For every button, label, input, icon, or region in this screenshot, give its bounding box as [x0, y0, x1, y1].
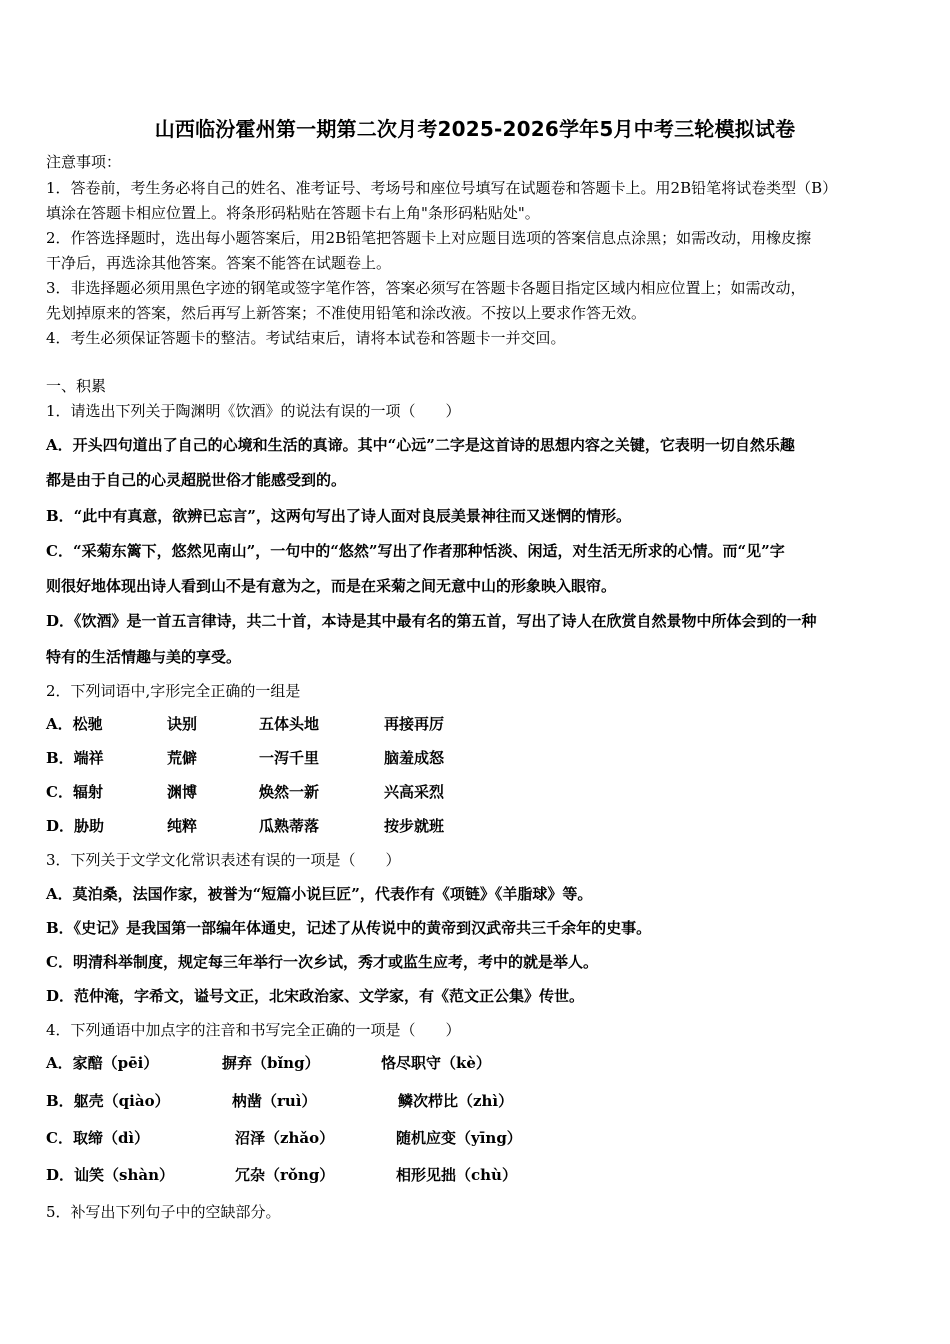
question-4-option-c: C．取缔（dì） — [46, 1129, 150, 1147]
question-4-option-d: D．讪笑（shàn） — [46, 1166, 174, 1184]
question-4-word: 冗杂（rǒng） — [235, 1166, 335, 1184]
question-4-word: 相形见拙（chù） — [396, 1166, 517, 1184]
question-1-option-text: 特有的生活情趣与美的享受。 — [46, 648, 242, 666]
question-2-word: 五体头地 — [259, 715, 320, 733]
question-4-stem: 4．下列通语中加点字的注音和书写完全正确的一项是（ ） — [46, 1021, 461, 1039]
notes-line: 3．非选择题必须用黑色字迹的钢笔或签字笔作答，答案必须写在答题卡各题目指定区域内相应位置上；如需改动， — [46, 279, 806, 297]
section-heading: 一、积累 — [46, 377, 107, 395]
question-1-stem: 1．请选出下列关于陶渊明《饮酒》的说法有误的一项（ ） — [46, 402, 461, 420]
question-2-word: 兴高采烈 — [384, 783, 445, 801]
question-4-option-b: B．躯壳（qiào） — [46, 1092, 170, 1110]
question-2-option-b: B．端祥 — [46, 749, 104, 767]
question-2-word: 再接再厉 — [384, 715, 445, 733]
question-1-option-text: A．开头四句道出了自己的心境和生活的真谛。其中“心远”二字是这首诗的思想内容之关键，它表明一切自然乐趣 — [46, 436, 795, 454]
question-1-option-text: C．“采菊东篱下，悠然见南山”，一句中的“悠然”写出了作者那种恬淡、闲适，对生活无所求的心情。而“见”字 — [46, 542, 785, 560]
question-2-option-c: C．辐射 — [46, 783, 103, 801]
question-2-option-d: D．胁助 — [46, 817, 105, 835]
question-4-word: 沼泽（zhǎo） — [235, 1129, 335, 1147]
question-2-word: 纯粹 — [167, 817, 198, 835]
question-4-option-a: A．家醅（pēi） — [46, 1054, 159, 1072]
notes-line: 填涂在答题卡相应位置上。将条形码粘贴在答题卡右上角"条形码粘贴处"。 — [46, 204, 540, 222]
question-3-option-d: D．范仲淹，字希文，谥号文正，北宋政治家、文学家，有《范文正公集》传世。 — [46, 987, 585, 1005]
question-4-word: 枘凿（ruì） — [232, 1092, 317, 1110]
question-2-option-a: A．松驰 — [46, 715, 103, 733]
question-2-word: 荒僻 — [167, 749, 198, 767]
question-5-stem: 5．补写出下列句子中的空缺部分。 — [46, 1203, 281, 1221]
question-4-word: 恪尽职守（kè） — [381, 1054, 491, 1072]
question-3-option-a: A．莫泊桑，法国作家，被誉为“短篇小说巨匠”，代表作有《项链》《羊脂球》等。 — [46, 885, 593, 903]
question-1-option-text: D．《饮酒》是一首五言律诗，共二十首，本诗是其中最有名的第五首，写出了诗人在欣赏自然景物中所体会到的一种 — [46, 612, 817, 630]
question-2-word: 按步就班 — [384, 817, 445, 835]
question-2-word: 焕然一新 — [259, 783, 320, 801]
page-title: 山西临汾霍州第一期第二次月考2025-2026学年5月中考三轮模拟试卷 — [154, 117, 796, 141]
notes-heading: 注意事项： — [46, 153, 122, 171]
notes-line: 1．答卷前，考生务必将自己的姓名、准考证号、考场号和座位号填写在试题卷和答题卡上。用2B铅笔将试卷类型（B） — [46, 179, 838, 197]
question-4-word: 鳞次栉比（zhì） — [398, 1092, 514, 1110]
question-1-option-text: 则很好地体现出诗人看到山不是有意为之，而是在采菊之间无意中山的形象映入眼帘。 — [46, 577, 617, 595]
notes-line: 先划掉原来的答案，然后再写上新答案；不准使用铅笔和涂改液。不按以上要求作答无效。 — [46, 304, 647, 322]
question-2-word: 诀别 — [167, 715, 198, 733]
question-4-word: 摒弃（bǐng） — [222, 1054, 320, 1072]
question-2-word: 一泻千里 — [259, 749, 320, 767]
notes-line: 4．考生必须保证答题卡的整洁。考试结束后，请将本试卷和答题卡一并交回。 — [46, 329, 566, 347]
question-3-option-b: B．《史记》是我国第一部编年体通史，记述了从传说中的黄帝到汉武帝共三千余年的史事。 — [46, 919, 652, 937]
question-1-option-text: B．“此中有真意，欲辨已忘言”，这两句写出了诗人面对良辰美景神往而又迷惘的情形。 — [46, 507, 631, 525]
question-2-stem: 2．下列词语中,字形完全正确的一组是 — [46, 682, 301, 700]
question-3-option-c: C．明清科举制度，规定每三年举行一次乡试，秀才或监生应考，考中的就是举人。 — [46, 953, 598, 971]
question-4-word: 随机应变（yīng） — [396, 1129, 522, 1147]
question-1-option-text: 都是由于自己的心灵超脱世俗才能感受到的。 — [46, 471, 347, 489]
notes-line: 干净后，再选涂其他答案。答案不能答在试题卷上。 — [46, 254, 392, 272]
notes-line: 2．作答选择题时，选出每小题答案后，用2B铅笔把答题卡上对应题目选项的答案信息点涂黑；如需改动，用橡皮擦 — [46, 229, 812, 247]
question-2-word: 脑羞成怒 — [384, 749, 445, 767]
question-2-word: 瓜熟蒂落 — [259, 817, 320, 835]
question-3-stem: 3．下列关于文学文化常识表述有误的一项是（ ） — [46, 851, 401, 869]
question-2-word: 渊博 — [167, 783, 198, 801]
